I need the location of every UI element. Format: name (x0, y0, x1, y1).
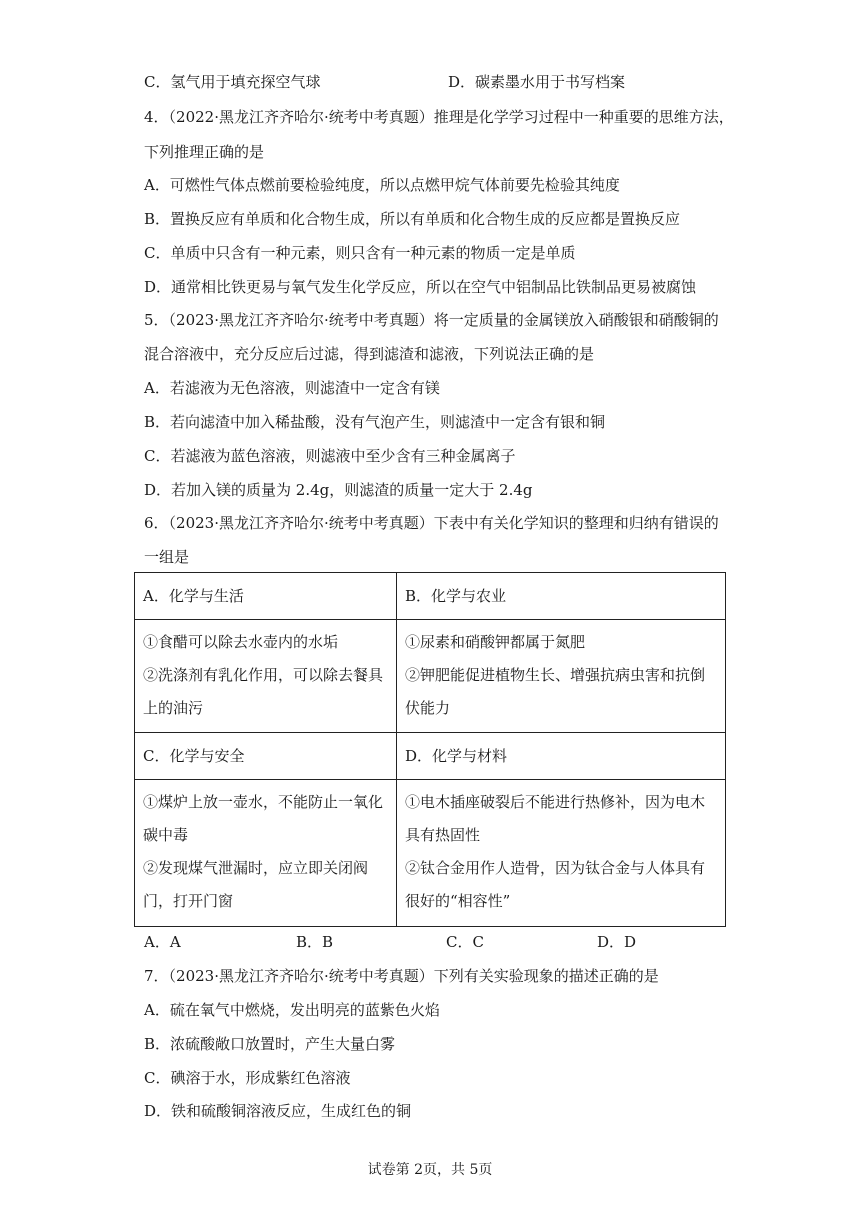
q5-stem-line2: 混合溶液中，充分反应后过滤，得到滤渣和滤液，下列说法正确的是 (144, 345, 595, 363)
q7-option-b: B．浓硫酸敞口放置时，产生大量白雾 (144, 1035, 396, 1053)
cell-b-item1: ①尿素和硝酸钾都属于氮肥 (405, 633, 586, 651)
cell-a-body (135, 620, 397, 733)
cell-a-item2: ②洗涤剂有乳化作用，可以除去餐具上的油污 (143, 666, 384, 717)
cell-b-head: B．化学与农业 (397, 573, 726, 620)
q6-option-c: C．C (446, 933, 484, 951)
q7-option-c: C．碘溶于水，形成紫红色溶液 (144, 1069, 351, 1087)
cell-c-item1: ①煤炉上放一壶水，不能防止一氧化碳中毒 (143, 793, 384, 844)
q3-option-d: D．碳素墨水用于书写档案 (448, 73, 626, 91)
cell-c-body (135, 780, 397, 927)
page-footer: 试卷第 2页，共 5页 (367, 1162, 493, 1178)
q4-option-d: D．通常相比铁更易与氧气发生化学反应，所以在空气中铝制品比铁制品更易被腐蚀 (144, 278, 697, 296)
q7-option-d: D．铁和硫酸铜溶液反应，生成红色的铜 (144, 1102, 412, 1120)
cell-d-body (397, 780, 726, 927)
q4-option-c: C．单质中只含有一种元素，则只含有一种元素的物质一定是单质 (144, 244, 576, 262)
q6-option-a: A．A (144, 933, 181, 951)
q7-option-a: A．硫在氧气中燃烧，发出明亮的蓝紫色火焰 (144, 1001, 440, 1019)
cell-d-head: D．化学与材料 (397, 733, 726, 780)
cell-d-item2: ②钛合金用作人造骨，因为钛合金与人体具有很好的“相容性” (405, 859, 706, 910)
cell-b-item2: ②钾肥能促进植物生长、增强抗病虫害和抗倒伏能力 (405, 666, 706, 717)
q6-option-d: D．D (597, 933, 637, 951)
q5-option-d: D．若加入镁的质量为 2.4g，则滤渣的质量一定大于 2.4g (144, 481, 533, 499)
q5-option-b: B．若向滤渣中加入稀盐酸，没有气泡产生，则滤渣中一定含有银和铜 (144, 413, 606, 431)
q4-stem-line2: 下列推理正确的是 (144, 143, 265, 161)
q7-stem: 7．（2023·黑龙江齐齐哈尔·统考中考真题）下列有关实验现象的描述正确的是 (144, 967, 659, 985)
cell-c-head: C．化学与安全 (135, 733, 397, 780)
q3-option-c: C．氢气用于填充探空气球 (144, 73, 321, 91)
q5-option-c: C．若滤液为蓝色溶液，则滤液中至少含有三种金属离子 (144, 447, 516, 465)
q4-option-a: A．可燃性气体点燃前要检验纯度，所以点燃甲烷气体前要先检验其纯度 (144, 176, 620, 194)
q4-stem-line1: 4．（2022·黑龙江齐齐哈尔·统考中考真题）推理是化学学习过程中一种重要的思维方法， (144, 108, 734, 126)
q6-option-b: B．B (296, 933, 334, 951)
cell-d-item1: ①电木插座破裂后不能进行热修补，因为电木具有热固性 (405, 793, 706, 844)
cell-b-body (397, 620, 726, 733)
q5-option-a: A．若滤液为无色溶液，则滤渣中一定含有镁 (144, 379, 440, 397)
cell-a-item1: ①食醋可以除去水壶内的水垢 (143, 633, 339, 651)
q4-option-b: B．置换反应有单质和化合物生成，所以有单质和化合物生成的反应都是置换反应 (144, 210, 681, 228)
cell-c-item2: ②发现煤气泄漏时，应立即关闭阀门，打开门窗 (143, 859, 369, 910)
q5-stem-line1: 5．（2023·黑龙江齐齐哈尔·统考中考真题）将一定质量的金属镁放入硝酸银和硝酸铜的 (144, 311, 719, 329)
knowledge-table (134, 572, 726, 927)
cell-a-head: A．化学与生活 (135, 573, 397, 620)
q6-stem-line1: 6．（2023·黑龙江齐齐哈尔·统考中考真题）下表中有关化学知识的整理和归纳有错误的 (144, 514, 719, 532)
q6-stem-line2: 一组是 (144, 548, 190, 566)
